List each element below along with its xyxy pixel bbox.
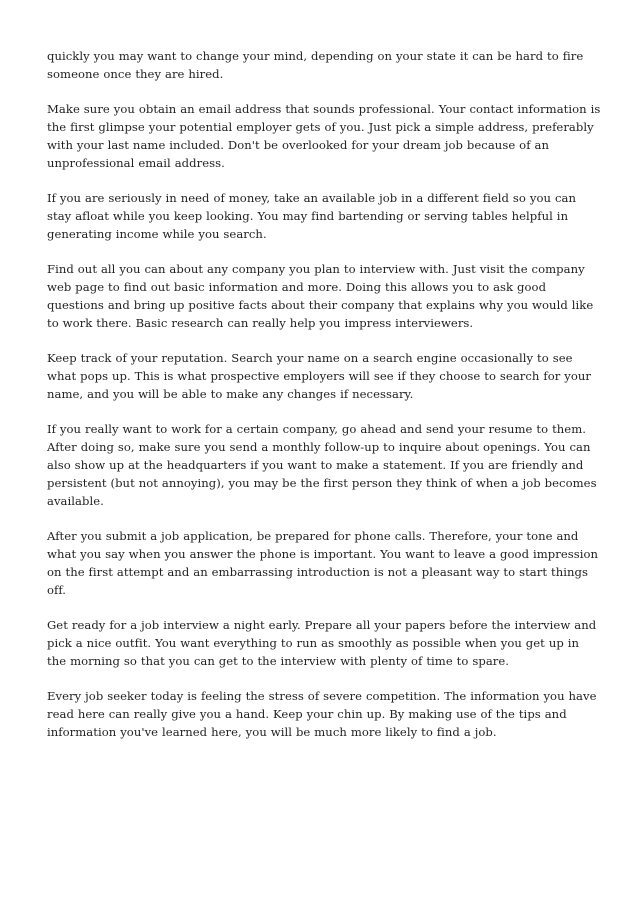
paragraph-send-resume: If you really want to work for a certain company, go ahead and send your resume to them. After doing so, make sure you send a monthly follow-up to inquire about openings. You can also show up at the headquarters if you want to make a statement. If you are friendly and persistent (but not annoying), you may be the first person they think of when a job becomes available.: [47, 422, 597, 508]
paragraph-phone-calls: After you submit a job application, be prepared for phone calls. Therefore, your tone and what you say when you answer the phone is important. You want to leave a good impression on the first attempt and an embarrassing introduction is not a pleasant way to start things off.: [47, 529, 599, 597]
paragraph-email-address: Make sure you obtain an email address that sounds professional. Your contact information is the first glimpse your potential employer gets of you. Just pick a simple address, preferably with your last name included. Don't be overlooked for your dream job because of an unprofessional email address.: [47, 102, 601, 170]
document-page: [47, 47, 601, 758]
paragraph-conclusion: Every job seeker today is feeling the stress of severe competition. The information you have read here can really give you a hand. Keep your chin up. By making use of the tips and information you've learned here, you will be much more likely to find a job.: [47, 689, 597, 739]
paragraph-reputation: Keep track of your reputation. Search your name on a search engine occasionally to see what pops up. This is what prospective employers will see if they choose to search for your name, and you will be able to make any changes if necessary.: [47, 351, 592, 401]
paragraph-resume-continuation: quickly you may want to change your mind, depending on your state it can be hard to fire someone once they are hired.: [47, 49, 584, 81]
paragraph-interview-prep: Get ready for a job interview a night early. Prepare all your papers before the interview and pick a nice outfit. You want everything to run as smoothly as possible when you get up in the morning so that you can get to the interview with plenty of time to spare.: [47, 618, 597, 668]
paragraph-company-research: Find out all you can about any company you plan to interview with. Just visit the company web page to find out basic information and more. Doing this allows you to ask good questions and bring up positive facts about their company that explains why you would like to work there. Basic research can really help you impress interviewers.: [47, 262, 594, 330]
paragraph-temporary-job: If you are seriously in need of money, take an available job in a different field so you can stay afloat while you keep looking. You may find bartending or serving tables helpful in generating income while you search.: [47, 191, 576, 241]
